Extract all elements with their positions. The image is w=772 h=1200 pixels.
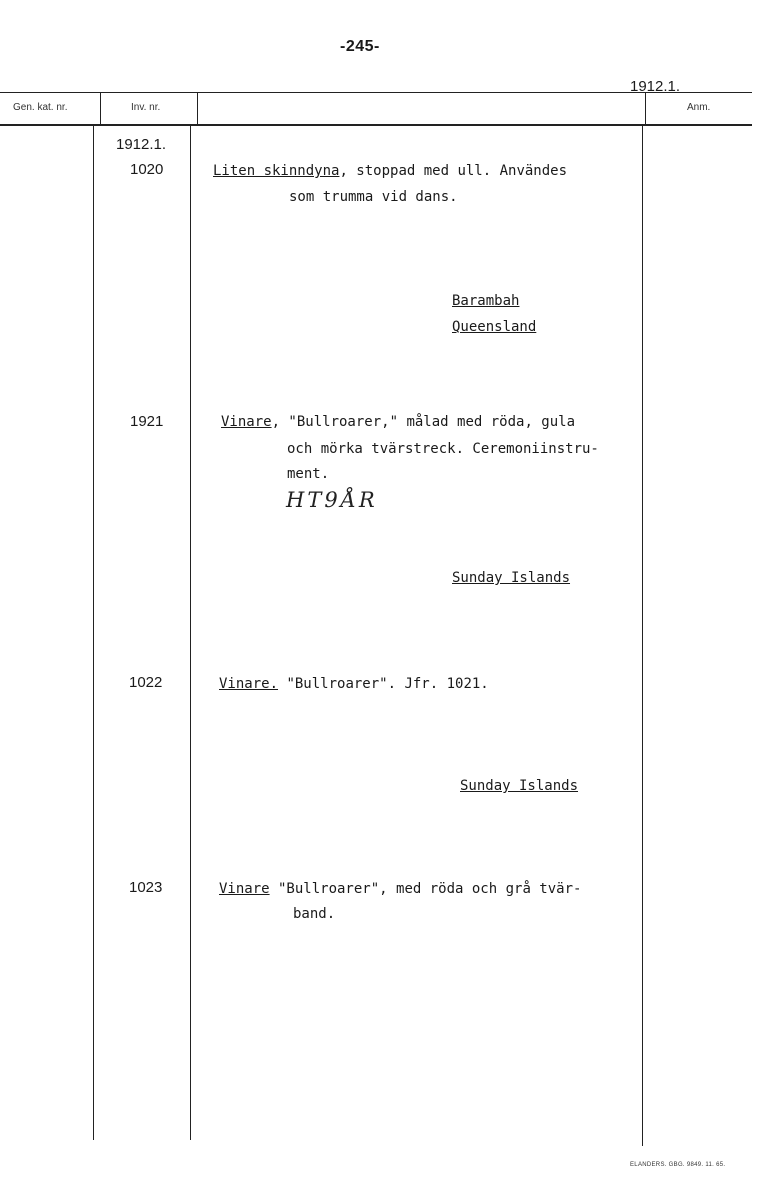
locality-label: Barambah (452, 293, 520, 309)
entry-description (213, 163, 567, 179)
inv-number: 1020 (130, 161, 164, 178)
entry-description (219, 881, 581, 897)
header-top-rule (0, 92, 752, 93)
entry-text: "Bullroarer", med röda och grå tvär- (269, 881, 582, 897)
handwritten-annotation: HT9ÅR (286, 488, 378, 512)
column-header-gen-kat: Gen. kat. nr. (13, 102, 68, 113)
entry-text-continued: ment. (287, 466, 330, 482)
entry-description (219, 676, 489, 692)
locality-label: Queensland (452, 319, 537, 335)
column-divider-3 (645, 92, 646, 124)
entry-title: Vinare (221, 414, 272, 430)
entry-text-continued: som trumma vid dans. (289, 189, 458, 205)
inv-column-right-rule (190, 124, 191, 1140)
column-divider-1 (100, 92, 101, 124)
entry-text-continued: och mörka tvärstreck. Ceremoniinstru- (287, 441, 599, 457)
anm-column-rule (642, 124, 643, 1146)
entry-text: , "Bullroarer," målad med röda, gula (271, 414, 576, 430)
column-header-inv: Inv. nr. (131, 102, 161, 113)
column-divider-2 (197, 92, 198, 124)
entry-text: "Bullroarer". Jfr. 1021. (278, 676, 489, 692)
inv-column-left-rule (93, 124, 94, 1140)
entry-title: Vinare (219, 881, 270, 897)
inv-number: 1023 (129, 879, 163, 896)
inv-number: 1921 (130, 413, 164, 430)
header-date: 1912.1. (630, 78, 681, 95)
entry-text-continued: band. (293, 906, 336, 922)
entry-title: Liten skinndyna (213, 163, 340, 179)
page-number: -245- (340, 38, 380, 55)
locality-label: Sunday Islands (460, 778, 579, 794)
printer-imprint: ELANDERS. GBG. 9849. 11. 65. (630, 1162, 726, 1168)
locality-label: Sunday Islands (452, 570, 571, 586)
entry-description (221, 414, 575, 430)
entry-title: Vinare. (219, 676, 279, 692)
entry-text: , stoppad med ull. Användes (339, 163, 568, 179)
header-bottom-rule (0, 124, 752, 126)
inv-prefix: 1912.1. (116, 136, 167, 153)
column-header-anm: Anm. (687, 102, 711, 113)
inv-number: 1022 (129, 674, 163, 691)
